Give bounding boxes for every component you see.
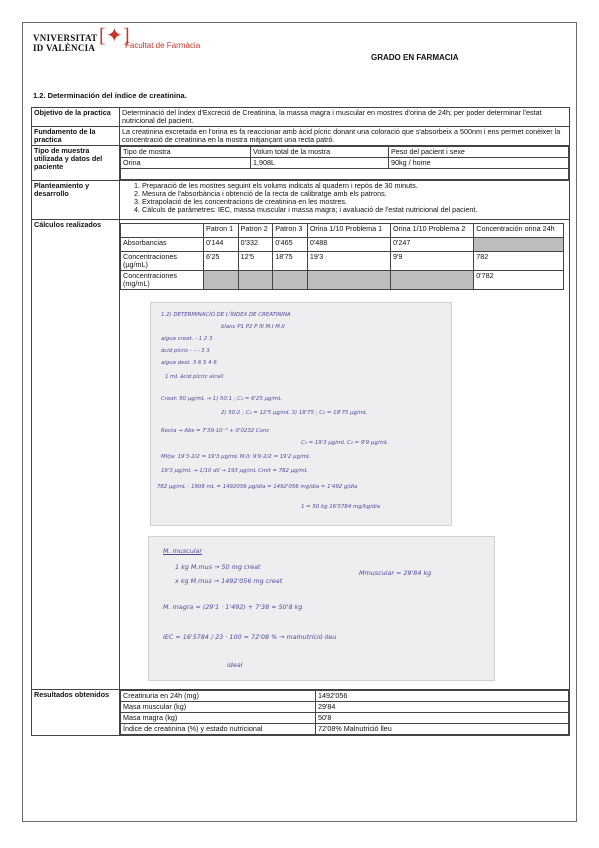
calc-cell: Concentraciones (µg/mL) [121,252,204,271]
calc-cell-empty [391,271,474,290]
calc-header: Concentración orina 24h [474,224,564,238]
calc-cell-empty [273,271,308,290]
handwritten-line: 1.2) DETERMINACIÓ DE L'ÍNDEX DE CREATININA [161,312,291,318]
calc-cell-empty [238,271,273,290]
handwritten-line: 1 mL àcid pícric alcalí [165,374,224,380]
result-value: 1492'056 [316,691,569,702]
handwritten-line: blanc P1 P2 P III M.I M.II [221,324,285,330]
sample-info-table [120,146,569,180]
calc-cell: 0'782 [474,271,564,290]
label-tipo: Tipo de muestra utilizada y datos del paciente [32,146,120,181]
handwritten-line: Recta → Abs = 7'39·10⁻³ + 0'0232 Conc [161,428,270,434]
procedure-step: 2. Mesura de l'absorbància i obtenció de la recta de calibratge amb els patrons. [142,190,567,198]
text-fundamento: La creatinina excretada en l'orina es fa reaccionar amb àcid pícric donant una coloració que s'absorbeix a 500nm i ens permet conèixer la concentració de creatinina en la mostra mitjançant una recta patró. [120,127,570,146]
handwritten-line: x kg M.mus → 1492'056 mg creat [175,577,283,585]
calc-cell: 0'465 [273,238,308,252]
calc-cell: Concentraciones (mg/mL) [121,271,204,290]
result-value: 29'84 [316,702,569,713]
handwritten-line: 1 kg M.mus → 50 mg creat [175,563,261,571]
text-objetivo: Determinació del Índex d'Excreció de Creatinina, la massa magra i muscular en mostres d'orina de 24h; per poder determinar l'estat nutricional del pacient. [120,108,570,127]
label-planteamiento: Planteamiento y desarrollo [32,181,120,220]
result-label: Índice de creatinina (%) y estado nutricional [121,724,316,735]
calculations-cell [120,220,570,690]
sample-volume-value: 1,908L [251,158,389,169]
handwritten-line: C₁ = 19'3 µg/mL C₂ = 9'9 µg/mL [301,440,388,446]
handwritten-line: ideal [227,661,243,669]
calc-row-conc-ugml [121,252,564,271]
handwritten-line: M. muscular [163,547,203,555]
results-table [120,690,569,735]
handwritten-line: aigua creat. - 1 2 3 [161,336,213,342]
calc-row-absorbancias [121,238,564,252]
document-page [22,22,577,822]
handwritten-line: M. magra = (29'1 · 1'492) + 7'38 = 50'8 kg [163,603,303,611]
faculty-name: Facultat de Farmàcia [125,41,201,50]
logo-bracket-icon: [✦] [99,25,130,47]
sample-type-value: Orina [121,158,251,169]
calc-cell: 0'488 [307,238,390,252]
handwritten-line: Mitja: 19'3·2/2 = 19'3 µg/mL M.II: 9'9·2/2 = 19'2 µg/mL [161,454,310,460]
calc-cell: 782 [474,252,564,271]
row-objetivo [32,108,570,127]
label-calculos: Cálculos realizados [32,220,120,690]
procedure-step: 1. Preparació de les mostres seguint els volums indicats al quadern i repòs de 30 minuts. [142,182,567,190]
calc-row-conc-mgml [121,271,564,290]
handwritten-line: 782 µg/mL · 1908 mL = 1492056 µg/dia = 1492'056 mg/dia = 1'492 g/dia [157,484,358,490]
row-planteamiento [32,181,570,220]
calculations-table [120,223,564,290]
calc-cell-empty [307,271,390,290]
sample-info-cell [120,146,570,181]
handwritten-line: aigua dest. 3 6 5 4 6 [161,360,217,366]
calc-cell: 12'5 [238,252,273,271]
section-title: 1.2. Determinación del índice de creatinina. [33,91,187,100]
result-label: Masa muscular (kg) [121,702,316,713]
handwritten-notes-image-1 [150,302,452,526]
row-calculos [32,220,570,690]
calc-header [121,224,204,238]
calc-cell: 0'332 [238,238,273,252]
sample-type-header: Tipo de mostra [121,147,251,158]
calc-header: Patron 3 [273,224,308,238]
patient-weight-value: 90kg / home [389,158,569,169]
procedure-step: 4. Càlculs de paràmetres: IEC, massa muscular i massa magra; i avaluació de l'estat nutricional del pacient. [142,206,567,214]
university-logo [33,25,130,53]
procedure-list [122,182,567,214]
calc-cell: 0'247 [391,238,474,252]
calc-cell-empty [204,271,239,290]
calc-cell: 6'25 [204,252,239,271]
result-value: 72'08% Malnutrició lleu [316,724,569,735]
calc-cell-empty [474,238,564,252]
handwritten-line: 19'3 µg/mL → 1/10 dil → 193 µg/mL Cmit = 782 µg/mL [161,468,308,474]
calc-cell: 0'144 [204,238,239,252]
header [33,25,568,73]
logo-line-2: ID VALÈNCIA [33,43,96,53]
handwritten-line: Mmuscular = 29'84 kg [359,569,432,577]
calc-header: Patron 1 [204,224,239,238]
calc-cell: 9'9 [391,252,474,271]
handwritten-line: 2) 50:2 ; C₂ = 12'5 µg/mL 3) 18'75 ; C₃ = 18'75 µg/mL [221,410,367,416]
calc-header: Orina 1/10 Problema 1 [307,224,390,238]
patient-weight-header: Peso del pacient i sexe [389,147,569,158]
handwritten-line: Creat: 50 µg/mL → 1) 50:1 ; C₁ = 6'25 µg/mL [161,396,282,402]
calc-header: Patron 2 [238,224,273,238]
sample-volume-header: Volum total de la mostra [251,147,389,158]
row-tipo [32,146,570,181]
calc-header: Orina 1/10 Problema 2 [391,224,474,238]
row-resultados [32,690,570,736]
label-fundamento: Fundamento de la practica [32,127,120,146]
handwritten-line: IEC = 16'5784 / 23 · 100 = 72'08 % → malnutrició lleu [163,633,337,641]
calc-cell: Absorbancias [121,238,204,252]
handwritten-line: àcid pícric - - - 3 3 [161,348,210,354]
handwritten-notes-image-2 [148,536,495,681]
result-label: Creatinuria en 24h (mg) [121,691,316,702]
degree-title: GRADO EN FARMACIA [371,53,459,62]
label-objetivo: Objetivo de la practica [32,108,120,127]
result-value: 50'8 [316,713,569,724]
practice-table [31,107,570,736]
calc-cell: 19'3 [307,252,390,271]
handwritten-line: 1 = 50 kg 16'5784 mg/kg/dia [301,504,381,510]
logo-line-1: VNIVERSITAT [33,33,98,43]
calc-cell: 18'75 [273,252,308,271]
label-resultados: Resultados obtenidos [32,690,120,736]
row-fundamento [32,127,570,146]
procedure-list-cell [120,181,570,220]
result-label: Masa magra (kg) [121,713,316,724]
results-cell [120,690,570,736]
procedure-step: 3. Extrapolació de les concentracions de creatinina en les mostres. [142,198,567,206]
